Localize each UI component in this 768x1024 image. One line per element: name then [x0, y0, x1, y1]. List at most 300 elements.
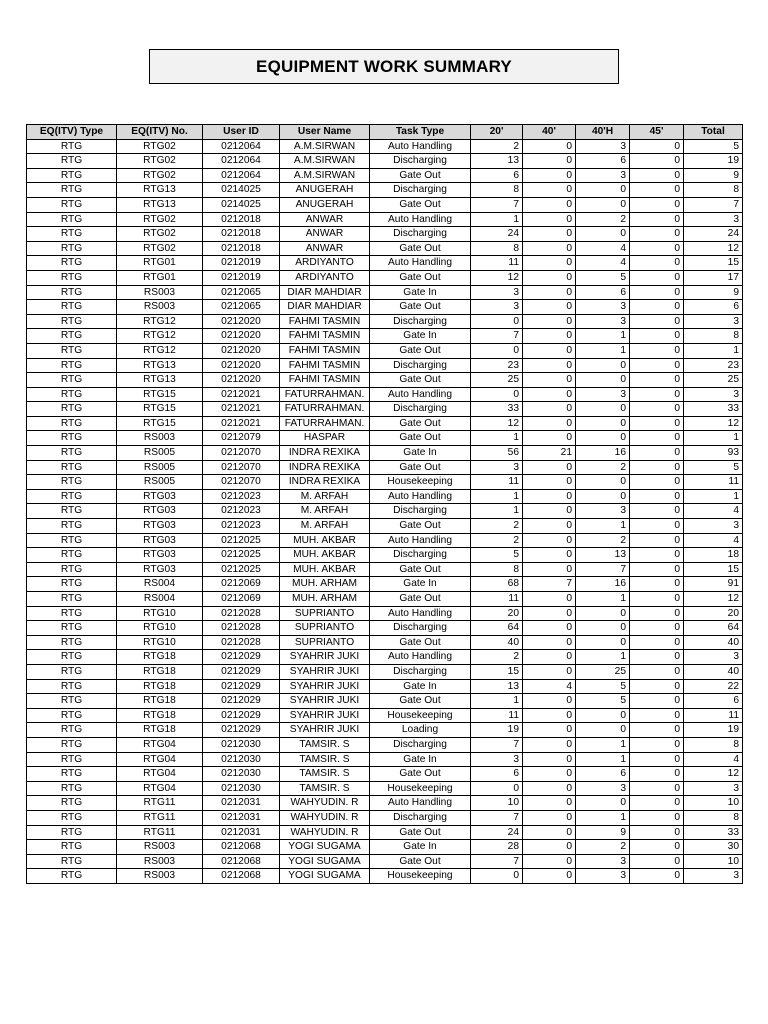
table-row	[27, 504, 743, 519]
col-40-cell: 0	[523, 431, 576, 446]
col-total-cell: 5	[684, 460, 743, 475]
col-40h-cell: 2	[576, 533, 630, 548]
col-40h-cell: 0	[576, 635, 630, 650]
col-40h-cell: 9	[576, 825, 630, 840]
col-40-cell: 0	[523, 460, 576, 475]
col-40h-cell: 0	[576, 796, 630, 811]
col-user-id-cell: 0212020	[203, 343, 280, 358]
col-user-id-cell: 0212064	[203, 168, 280, 183]
table-row	[27, 402, 743, 417]
col-total-cell: 8	[684, 183, 743, 198]
col-total-cell: 6	[684, 694, 743, 709]
col-user-id-cell: 0212020	[203, 373, 280, 388]
col-20-cell: 7	[471, 854, 523, 869]
col-eq-no-cell: RS003	[117, 285, 203, 300]
col-task-type-cell: Discharging	[370, 664, 471, 679]
col-40-cell: 0	[523, 752, 576, 767]
table-row	[27, 373, 743, 388]
col-total-cell: 64	[684, 621, 743, 636]
col-eq-type-cell: RTG	[27, 270, 117, 285]
col-20-cell: 7	[471, 810, 523, 825]
col-eq-no-cell: RTG11	[117, 825, 203, 840]
col-user-name-cell: M. ARFAH	[280, 519, 370, 534]
table-row	[27, 592, 743, 607]
col-total-cell: 4	[684, 504, 743, 519]
table-row	[27, 358, 743, 373]
col-eq-type-cell: RTG	[27, 256, 117, 271]
col-user-id-cell: 0212023	[203, 519, 280, 534]
col-user-id-cell: 0212020	[203, 329, 280, 344]
col-user-id-cell: 0212029	[203, 694, 280, 709]
report-title: EQUIPMENT WORK SUMMARY	[256, 56, 512, 76]
col-user-id-cell: 0212079	[203, 431, 280, 446]
col-user-name-cell: FAHMI TASMIN	[280, 329, 370, 344]
table-row	[27, 519, 743, 534]
col-40h-cell: 1	[576, 519, 630, 534]
col-user-id-cell: 0212068	[203, 854, 280, 869]
col-user-name-cell: INDRA REXIKA	[280, 460, 370, 475]
col-eq-type-cell: RTG	[27, 810, 117, 825]
col-20-cell: 0	[471, 781, 523, 796]
table-row	[27, 489, 743, 504]
col-20-cell: 3	[471, 285, 523, 300]
col-task-type-cell: Gate In	[370, 577, 471, 592]
col-20-cell: 64	[471, 621, 523, 636]
col-eq-no-cell: RTG03	[117, 562, 203, 577]
col-user-name-cell: YOGI SUGAMA	[280, 840, 370, 855]
col-40h-cell: 3	[576, 504, 630, 519]
col-eq-type-cell: RTG	[27, 387, 117, 402]
col-eq-type-cell: RTG	[27, 314, 117, 329]
table-row	[27, 460, 743, 475]
col-20-cell: 1	[471, 431, 523, 446]
col-20-cell: 24	[471, 825, 523, 840]
col-total-cell: 17	[684, 270, 743, 285]
col-eq-no-cell: RTG02	[117, 139, 203, 154]
col-task-type-cell: Gate Out	[370, 343, 471, 358]
col-45-cell: 0	[630, 168, 684, 183]
col-40-cell: 0	[523, 767, 576, 782]
col-40-cell: 0	[523, 183, 576, 198]
col-40-cell: 0	[523, 212, 576, 227]
table-row	[27, 606, 743, 621]
col-eq-no-cell: RTG10	[117, 635, 203, 650]
col-eq-no-cell: RTG11	[117, 796, 203, 811]
col-45-cell: 0	[630, 708, 684, 723]
col-20-cell: 56	[471, 446, 523, 461]
col-eq-no-cell: RTG15	[117, 402, 203, 417]
col-40h-cell: 0	[576, 621, 630, 636]
col-user-name-cell: YOGI SUGAMA	[280, 854, 370, 869]
col-total-cell: 19	[684, 723, 743, 738]
col-user-name-cell: FAHMI TASMIN	[280, 373, 370, 388]
col-eq-type-cell: RTG	[27, 548, 117, 563]
col-user-id-cell: 0212030	[203, 767, 280, 782]
col-45-cell: 0	[630, 737, 684, 752]
table-row	[27, 708, 743, 723]
col-40-cell: 0	[523, 694, 576, 709]
col-eq-no-cell: RTG03	[117, 504, 203, 519]
col-40h-cell: 0	[576, 489, 630, 504]
col-40h-cell: 6	[576, 767, 630, 782]
col-task-type-cell: Auto Handling	[370, 796, 471, 811]
col-user-name-cell: SYAHRIR JUKI	[280, 664, 370, 679]
col-40h-cell: 5	[576, 270, 630, 285]
table-row	[27, 679, 743, 694]
col-20-cell: 0	[471, 387, 523, 402]
col-task-type-cell: Gate In	[370, 840, 471, 855]
col-eq-no-header: EQ(ITV) No.	[117, 125, 203, 140]
col-40-cell: 0	[523, 416, 576, 431]
col-user-name-cell: M. ARFAH	[280, 489, 370, 504]
col-user-id-cell: 0212031	[203, 810, 280, 825]
col-task-type-cell: Gate Out	[370, 168, 471, 183]
col-40h-cell: 0	[576, 708, 630, 723]
col-40h-cell: 0	[576, 402, 630, 417]
col-20-cell: 7	[471, 737, 523, 752]
col-total-cell: 3	[684, 869, 743, 884]
col-task-type-cell: Discharging	[370, 154, 471, 169]
col-40-cell: 0	[523, 329, 576, 344]
col-user-id-cell: 0212018	[203, 212, 280, 227]
col-40h-cell: 1	[576, 752, 630, 767]
col-45-cell: 0	[630, 227, 684, 242]
col-eq-type-cell: RTG	[27, 358, 117, 373]
col-total-cell: 12	[684, 416, 743, 431]
col-total-cell: 93	[684, 446, 743, 461]
col-user-id-cell: 0212028	[203, 635, 280, 650]
col-45-cell: 0	[630, 679, 684, 694]
col-40h-cell: 6	[576, 154, 630, 169]
col-40h-cell: 3	[576, 168, 630, 183]
col-45-cell: 0	[630, 446, 684, 461]
col-user-id-cell: 0212029	[203, 664, 280, 679]
col-total-cell: 3	[684, 314, 743, 329]
col-40-cell: 0	[523, 300, 576, 315]
table-row	[27, 314, 743, 329]
col-45-cell: 0	[630, 694, 684, 709]
table-row	[27, 840, 743, 855]
col-20-cell: 12	[471, 416, 523, 431]
col-40h-cell: 1	[576, 343, 630, 358]
col-eq-no-cell: RTG03	[117, 519, 203, 534]
col-eq-type-cell: RTG	[27, 854, 117, 869]
col-40-cell: 0	[523, 241, 576, 256]
col-eq-no-cell: RTG12	[117, 329, 203, 344]
col-total-cell: 30	[684, 840, 743, 855]
col-eq-no-cell: RTG13	[117, 183, 203, 198]
col-user-name-cell: INDRA REXIKA	[280, 475, 370, 490]
col-user-id-cell: 0212019	[203, 256, 280, 271]
col-task-type-cell: Auto Handling	[370, 650, 471, 665]
col-20-cell: 33	[471, 402, 523, 417]
col-total-cell: 4	[684, 752, 743, 767]
col-task-type-cell: Gate Out	[370, 460, 471, 475]
col-task-type-cell: Discharging	[370, 183, 471, 198]
col-user-name-cell: SYAHRIR JUKI	[280, 723, 370, 738]
col-45-cell: 0	[630, 489, 684, 504]
col-45-cell: 0	[630, 475, 684, 490]
col-20-cell: 20	[471, 606, 523, 621]
col-20-cell: 11	[471, 256, 523, 271]
col-task-type-cell: Discharging	[370, 402, 471, 417]
col-20-cell: 40	[471, 635, 523, 650]
col-45-cell: 0	[630, 285, 684, 300]
equipment-work-table	[26, 124, 743, 884]
table-row	[27, 256, 743, 271]
col-45-cell: 0	[630, 723, 684, 738]
table-row	[27, 562, 743, 577]
col-eq-type-cell: RTG	[27, 708, 117, 723]
col-task-type-cell: Gate Out	[370, 431, 471, 446]
col-user-id-cell: 0214025	[203, 183, 280, 198]
col-user-id-cell: 0212029	[203, 708, 280, 723]
col-user-id-cell: 0212021	[203, 387, 280, 402]
col-45-cell: 0	[630, 650, 684, 665]
col-20-cell: 1	[471, 504, 523, 519]
col-40-cell: 4	[523, 679, 576, 694]
col-40-cell: 0	[523, 358, 576, 373]
col-user-id-cell: 0212068	[203, 840, 280, 855]
table-row	[27, 139, 743, 154]
col-20-cell: 28	[471, 840, 523, 855]
col-total-cell: 11	[684, 475, 743, 490]
col-40-cell: 0	[523, 810, 576, 825]
col-40-cell: 0	[523, 621, 576, 636]
table-row	[27, 767, 743, 782]
col-user-id-cell: 0212018	[203, 227, 280, 242]
col-task-type-cell: Housekeeping	[370, 708, 471, 723]
col-eq-no-cell: RTG04	[117, 752, 203, 767]
col-40-cell: 0	[523, 256, 576, 271]
col-eq-type-cell: RTG	[27, 679, 117, 694]
col-40-cell: 0	[523, 139, 576, 154]
col-total-cell: 8	[684, 810, 743, 825]
col-20-cell: 3	[471, 460, 523, 475]
col-user-id-cell: 0212025	[203, 562, 280, 577]
col-40h-cell: 0	[576, 358, 630, 373]
col-eq-type-cell: RTG	[27, 227, 117, 242]
col-eq-no-cell: RS004	[117, 577, 203, 592]
col-task-type-cell: Discharging	[370, 314, 471, 329]
table-row	[27, 416, 743, 431]
col-user-name-cell: SUPRIANTO	[280, 606, 370, 621]
col-eq-no-cell: RTG02	[117, 212, 203, 227]
col-user-id-cell: 0212021	[203, 402, 280, 417]
col-user-id-cell: 0212031	[203, 796, 280, 811]
col-eq-type-cell: RTG	[27, 796, 117, 811]
col-task-type-cell: Gate In	[370, 679, 471, 694]
col-user-id-cell: 0212020	[203, 358, 280, 373]
col-task-type-cell: Housekeeping	[370, 781, 471, 796]
col-40-cell: 0	[523, 592, 576, 607]
col-45-cell: 0	[630, 796, 684, 811]
col-eq-type-cell: RTG	[27, 154, 117, 169]
col-40-cell: 0	[523, 402, 576, 417]
col-task-type-cell: Gate Out	[370, 300, 471, 315]
col-40h-cell: 0	[576, 723, 630, 738]
col-eq-no-cell: RS003	[117, 854, 203, 869]
col-40-cell: 0	[523, 533, 576, 548]
col-45-cell: 0	[630, 752, 684, 767]
col-eq-no-cell: RTG02	[117, 154, 203, 169]
col-task-type-cell: Gate Out	[370, 519, 471, 534]
col-20-cell: 1	[471, 694, 523, 709]
col-eq-type-cell: RTG	[27, 606, 117, 621]
col-user-name-cell: SYAHRIR JUKI	[280, 708, 370, 723]
col-40-cell: 0	[523, 548, 576, 563]
col-task-type-cell: Auto Handling	[370, 489, 471, 504]
col-eq-type-cell: RTG	[27, 475, 117, 490]
col-user-name-cell: ANUGERAH	[280, 183, 370, 198]
col-task-type-cell: Gate Out	[370, 854, 471, 869]
col-45-cell: 0	[630, 139, 684, 154]
col-total-cell: 33	[684, 402, 743, 417]
col-eq-type-cell: RTG	[27, 519, 117, 534]
col-user-id-cell: 0212065	[203, 285, 280, 300]
table-row	[27, 796, 743, 811]
col-20-cell: 11	[471, 708, 523, 723]
col-40-cell: 0	[523, 519, 576, 534]
col-eq-type-cell: RTG	[27, 621, 117, 636]
col-total-cell: 10	[684, 796, 743, 811]
col-total-header: Total	[684, 125, 743, 140]
col-20-cell: 8	[471, 241, 523, 256]
col-20-cell: 25	[471, 373, 523, 388]
table-row	[27, 343, 743, 358]
col-45-cell: 0	[630, 519, 684, 534]
col-user-name-cell: SYAHRIR JUKI	[280, 694, 370, 709]
table-row	[27, 810, 743, 825]
col-total-cell: 10	[684, 854, 743, 869]
table-row	[27, 635, 743, 650]
col-45-cell: 0	[630, 869, 684, 884]
col-task-type-cell: Gate Out	[370, 562, 471, 577]
col-task-type-cell: Auto Handling	[370, 387, 471, 402]
table-body	[27, 139, 743, 883]
col-user-name-cell: MUH. ARHAM	[280, 577, 370, 592]
col-task-type-cell: Discharging	[370, 621, 471, 636]
col-20-cell: 1	[471, 489, 523, 504]
col-user-name-cell: TAMSIR. S	[280, 737, 370, 752]
col-eq-no-cell: RTG02	[117, 168, 203, 183]
col-40h-cell: 1	[576, 592, 630, 607]
col-eq-no-cell: RTG03	[117, 533, 203, 548]
col-eq-no-cell: RTG18	[117, 650, 203, 665]
col-40-cell: 0	[523, 869, 576, 884]
col-20-cell: 3	[471, 300, 523, 315]
col-40h-cell: 16	[576, 446, 630, 461]
col-40-cell: 0	[523, 285, 576, 300]
col-40-cell: 0	[523, 489, 576, 504]
col-20-cell: 13	[471, 679, 523, 694]
col-total-cell: 18	[684, 548, 743, 563]
col-40-cell: 0	[523, 606, 576, 621]
col-45-cell: 0	[630, 577, 684, 592]
col-total-cell: 91	[684, 577, 743, 592]
col-eq-type-cell: RTG	[27, 329, 117, 344]
col-40-cell: 0	[523, 708, 576, 723]
col-total-cell: 9	[684, 168, 743, 183]
col-45-cell: 0	[630, 212, 684, 227]
col-task-type-cell: Discharging	[370, 737, 471, 752]
col-user-id-cell: 0212030	[203, 737, 280, 752]
col-total-cell: 4	[684, 533, 743, 548]
table-row	[27, 723, 743, 738]
col-20-cell: 23	[471, 358, 523, 373]
col-user-name-cell: SYAHRIR JUKI	[280, 650, 370, 665]
col-45-cell: 0	[630, 767, 684, 782]
table-row	[27, 548, 743, 563]
col-40h-cell: 3	[576, 300, 630, 315]
col-user-name-cell: TAMSIR. S	[280, 781, 370, 796]
table-header-row	[27, 125, 743, 140]
col-user-name-cell: ANWAR	[280, 227, 370, 242]
col-eq-no-cell: RS005	[117, 475, 203, 490]
col-40-cell: 0	[523, 314, 576, 329]
col-eq-no-cell: RTG15	[117, 387, 203, 402]
col-user-name-cell: FAHMI TASMIN	[280, 358, 370, 373]
table-row	[27, 285, 743, 300]
table-row	[27, 197, 743, 212]
col-40-cell: 0	[523, 475, 576, 490]
col-total-cell: 11	[684, 708, 743, 723]
col-total-cell: 25	[684, 373, 743, 388]
col-user-name-cell: ARDIYANTO	[280, 256, 370, 271]
col-20-cell: 24	[471, 227, 523, 242]
col-45-cell: 0	[630, 373, 684, 388]
col-eq-type-cell: RTG	[27, 285, 117, 300]
table-row	[27, 241, 743, 256]
col-user-id-cell: 0212025	[203, 548, 280, 563]
col-20-cell: 1	[471, 212, 523, 227]
col-user-id-cell: 0212070	[203, 460, 280, 475]
col-45-cell: 0	[630, 635, 684, 650]
col-40-cell: 0	[523, 650, 576, 665]
col-45-cell: 0	[630, 431, 684, 446]
col-task-type-cell: Discharging	[370, 548, 471, 563]
col-45-cell: 0	[630, 562, 684, 577]
col-40h-header: 40'H	[576, 125, 630, 140]
col-task-type-cell: Gate Out	[370, 270, 471, 285]
table-row	[27, 577, 743, 592]
col-user-name-cell: FATURRAHMAN.	[280, 416, 370, 431]
col-user-name-cell: YOGI SUGAMA	[280, 869, 370, 884]
col-40h-cell: 0	[576, 475, 630, 490]
col-45-cell: 0	[630, 840, 684, 855]
col-45-cell: 0	[630, 548, 684, 563]
col-eq-type-cell: RTG	[27, 416, 117, 431]
col-eq-type-cell: RTG	[27, 825, 117, 840]
col-20-cell: 15	[471, 664, 523, 679]
col-20-cell: 0	[471, 869, 523, 884]
col-user-id-cell: 0212068	[203, 869, 280, 884]
col-40h-cell: 1	[576, 810, 630, 825]
col-user-name-cell: SUPRIANTO	[280, 621, 370, 636]
col-20-cell: 0	[471, 314, 523, 329]
col-40-cell: 0	[523, 796, 576, 811]
col-total-cell: 19	[684, 154, 743, 169]
col-45-cell: 0	[630, 197, 684, 212]
col-45-cell: 0	[630, 825, 684, 840]
col-total-cell: 12	[684, 241, 743, 256]
col-eq-type-cell: RTG	[27, 489, 117, 504]
col-task-type-cell: Gate Out	[370, 767, 471, 782]
table-row	[27, 446, 743, 461]
col-45-cell: 0	[630, 416, 684, 431]
col-user-id-cell: 0212020	[203, 314, 280, 329]
col-45-cell: 0	[630, 606, 684, 621]
